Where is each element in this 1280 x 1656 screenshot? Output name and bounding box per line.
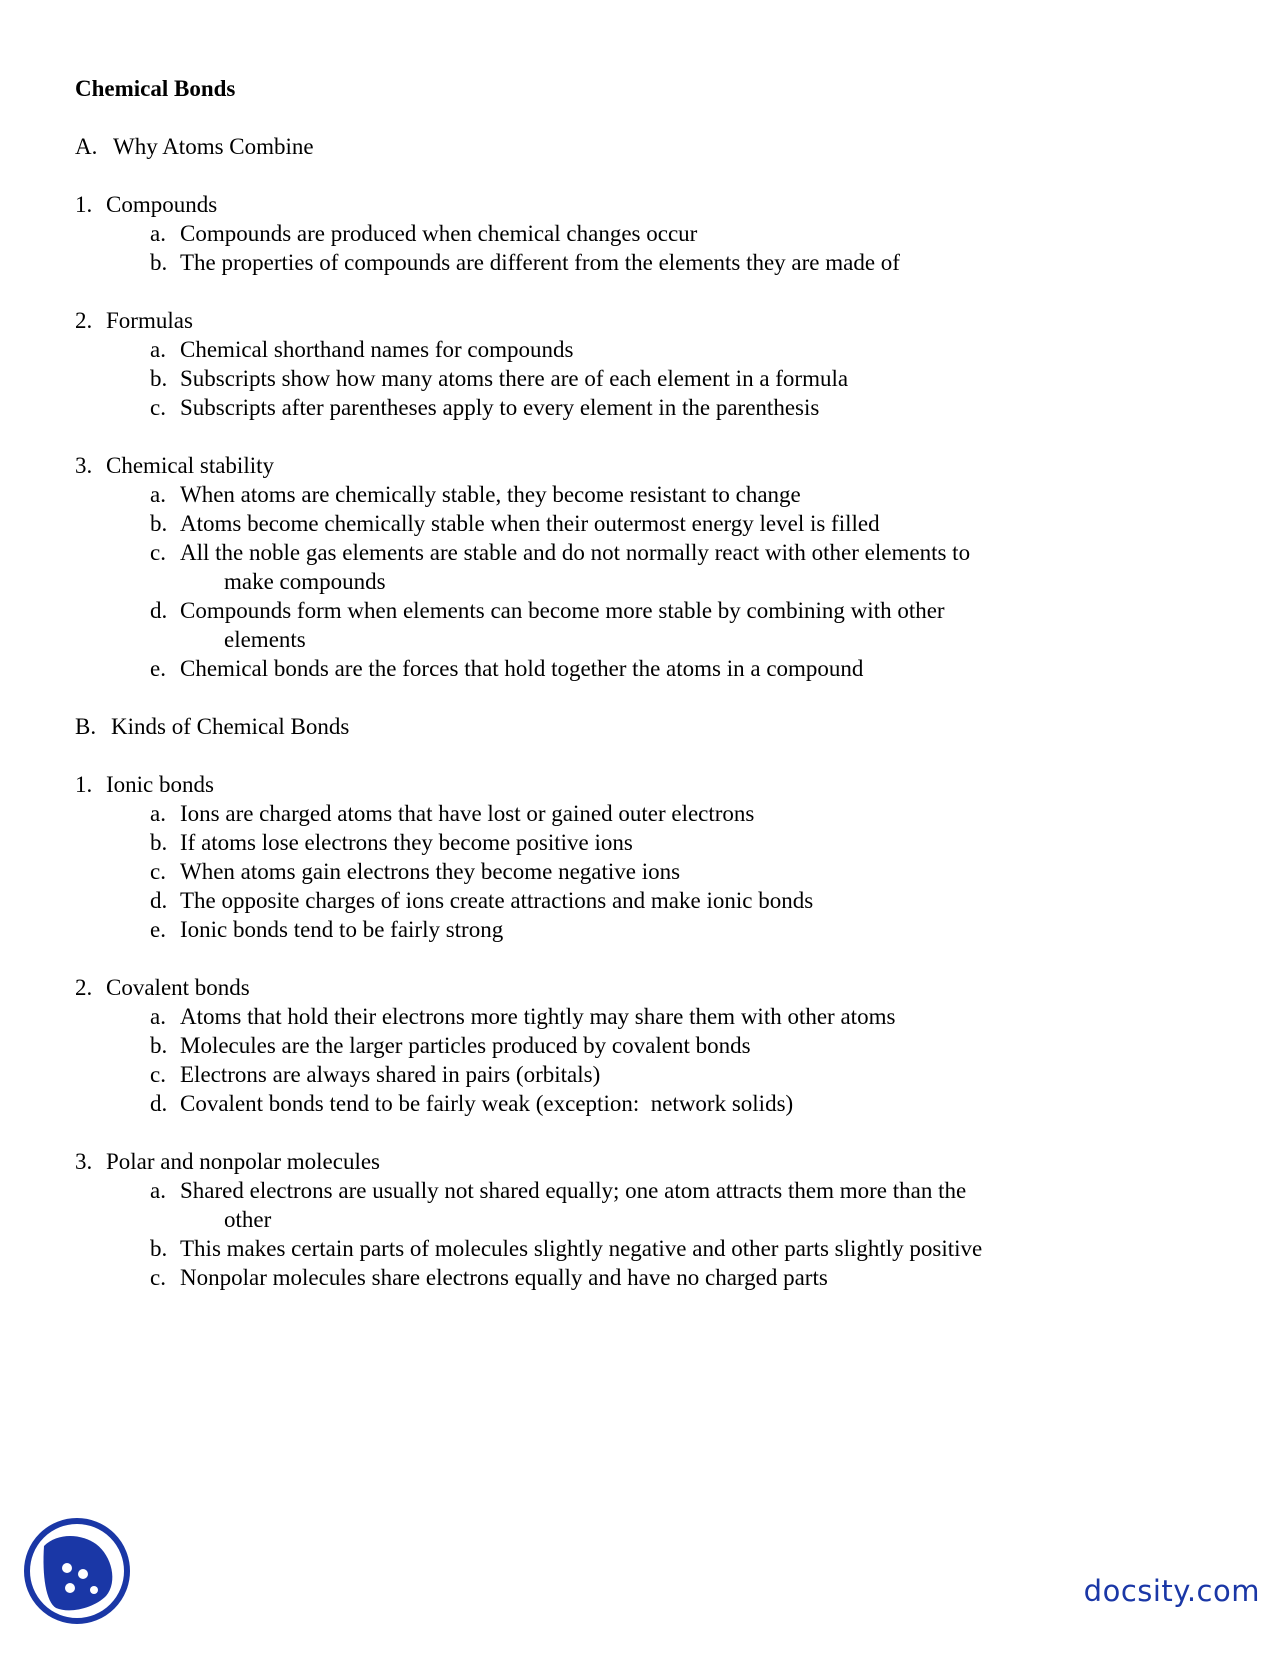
item-text: Compounds are produced when chemical changes occur: [180, 221, 698, 246]
document-body: [75, 74, 1175, 1321]
item-marker: a.: [150, 1178, 166, 1203]
item-text: Electrons are always shared in pairs (orbitals): [180, 1062, 601, 1087]
document-title: Chemical Bonds: [75, 76, 236, 101]
item-text: All the noble gas elements are stable and do not normally react with other elements to make compounds: [180, 540, 971, 594]
item-marker: a.: [150, 221, 166, 246]
topic-title: Ionic bonds: [106, 772, 214, 797]
topic-chemical-stability: [75, 451, 1175, 683]
topic-items: [75, 1176, 1175, 1292]
topic-heading: [75, 306, 1175, 335]
item-marker: c.: [150, 395, 166, 420]
item-text: Shared electrons are usually not shared equally; one atom attracts them more than the other: [180, 1178, 967, 1232]
item-text: Covalent bonds tend to be fairly weak (exception: network solids): [180, 1091, 794, 1116]
topic-number: 3.: [75, 1149, 93, 1174]
item-marker: a.: [150, 801, 166, 826]
item-text: Compounds form when elements can become more stable by combining with other elements: [180, 598, 945, 652]
topic-title: Formulas: [106, 308, 193, 333]
item-marker: d.: [150, 598, 168, 623]
list-item: [75, 1060, 1175, 1089]
item-marker: b.: [150, 250, 168, 275]
topic-title: Polar and nonpolar molecules: [106, 1149, 381, 1174]
item-marker: a.: [150, 337, 166, 362]
list-item: [75, 335, 1175, 364]
item-text: The properties of compounds are different from the elements they are made of: [180, 250, 900, 275]
topic-items: [75, 1002, 1175, 1118]
topic-heading: [75, 770, 1175, 799]
item-marker: c.: [150, 859, 166, 884]
section-heading: [75, 132, 1175, 161]
section-b: [75, 712, 1175, 1292]
item-marker: e.: [150, 917, 166, 942]
item-text: If atoms lose electrons they become positive ions: [180, 830, 633, 855]
item-marker: b.: [150, 1236, 168, 1261]
topic-title: Compounds: [106, 192, 218, 217]
docsity-brand-link[interactable]: docsity.com: [1083, 1574, 1260, 1608]
docsity-logo-graphic: [22, 1516, 132, 1626]
item-text: Ionic bonds tend to be fairly strong: [180, 917, 504, 942]
item-text: When atoms gain electrons they become negative ions: [180, 859, 681, 884]
topic-formulas: [75, 306, 1175, 422]
item-marker: b.: [150, 830, 168, 855]
list-item: [75, 219, 1175, 248]
item-marker: a.: [150, 482, 166, 507]
item-text: Chemical shorthand names for compounds: [180, 337, 574, 362]
topic-heading: [75, 190, 1175, 219]
list-item: [75, 1234, 1175, 1263]
list-item: [75, 509, 1175, 538]
list-item: [75, 480, 1175, 509]
topic-heading: [75, 1147, 1175, 1176]
list-item: [75, 828, 1175, 857]
item-text: Subscripts after parentheses apply to every element in the parenthesis: [180, 395, 820, 420]
item-text: Chemical bonds are the forces that hold together the atoms in a compound: [180, 656, 864, 681]
list-item: [75, 1263, 1175, 1292]
topic-compounds: [75, 190, 1175, 277]
section-title: Kinds of Chemical Bonds: [111, 714, 350, 739]
list-item: [75, 1002, 1175, 1031]
item-marker: d.: [150, 888, 168, 913]
list-item: [75, 364, 1175, 393]
item-marker: d.: [150, 1091, 168, 1116]
list-item: [75, 596, 1175, 654]
topic-heading: [75, 451, 1175, 480]
section-letter: A.: [75, 134, 98, 159]
section-a: [75, 132, 1175, 683]
item-text: Nonpolar molecules share electrons equally and have no charged parts: [180, 1265, 828, 1290]
list-item: [75, 799, 1175, 828]
item-marker: c.: [150, 1062, 166, 1087]
topic-items: [75, 335, 1175, 422]
list-item: [75, 248, 1175, 277]
list-item: [75, 857, 1175, 886]
item-text: This makes certain parts of molecules slightly negative and other parts slightly positive: [180, 1236, 983, 1261]
list-item: [75, 886, 1175, 915]
topic-items: [75, 799, 1175, 944]
item-marker: e.: [150, 656, 166, 681]
item-marker: b.: [150, 511, 168, 536]
list-item: [75, 1089, 1175, 1118]
item-text: Subscripts show how many atoms there are of each element in a formula: [180, 366, 849, 391]
topic-number: 3.: [75, 453, 93, 478]
topic-number: 1.: [75, 192, 93, 217]
section-letter: B.: [75, 714, 97, 739]
item-text: Molecules are the larger particles produced by covalent bonds: [180, 1033, 751, 1058]
topic-title: Chemical stability: [106, 453, 274, 478]
list-item: [75, 1176, 1175, 1234]
topic-polar-nonpolar: [75, 1147, 1175, 1292]
topic-number: 2.: [75, 975, 93, 1000]
list-item: [75, 538, 1175, 596]
topic-title: Covalent bonds: [106, 975, 250, 1000]
topic-items: [75, 480, 1175, 683]
section-title: Why Atoms Combine: [113, 134, 314, 159]
topic-items: [75, 219, 1175, 277]
item-text: Atoms become chemically stable when their outermost energy level is filled: [180, 511, 880, 536]
docsity-logo-icon[interactable]: [22, 1516, 132, 1626]
item-marker: c.: [150, 1265, 166, 1290]
topic-covalent-bonds: [75, 973, 1175, 1118]
topic-heading: [75, 973, 1175, 1002]
list-item: [75, 654, 1175, 683]
item-marker: a.: [150, 1004, 166, 1029]
item-marker: c.: [150, 540, 166, 565]
item-marker: b.: [150, 366, 168, 391]
item-text: Ions are charged atoms that have lost or gained outer electrons: [180, 801, 755, 826]
list-item: [75, 393, 1175, 422]
topic-number: 1.: [75, 772, 93, 797]
topic-ionic-bonds: [75, 770, 1175, 944]
item-text: Atoms that hold their electrons more tightly may share them with other atoms: [180, 1004, 896, 1029]
item-text: The opposite charges of ions create attractions and make ionic bonds: [180, 888, 814, 913]
section-heading: [75, 712, 1175, 741]
item-marker: b.: [150, 1033, 168, 1058]
list-item: [75, 915, 1175, 944]
list-item: [75, 1031, 1175, 1060]
topic-number: 2.: [75, 308, 93, 333]
item-text: When atoms are chemically stable, they become resistant to change: [180, 482, 801, 507]
